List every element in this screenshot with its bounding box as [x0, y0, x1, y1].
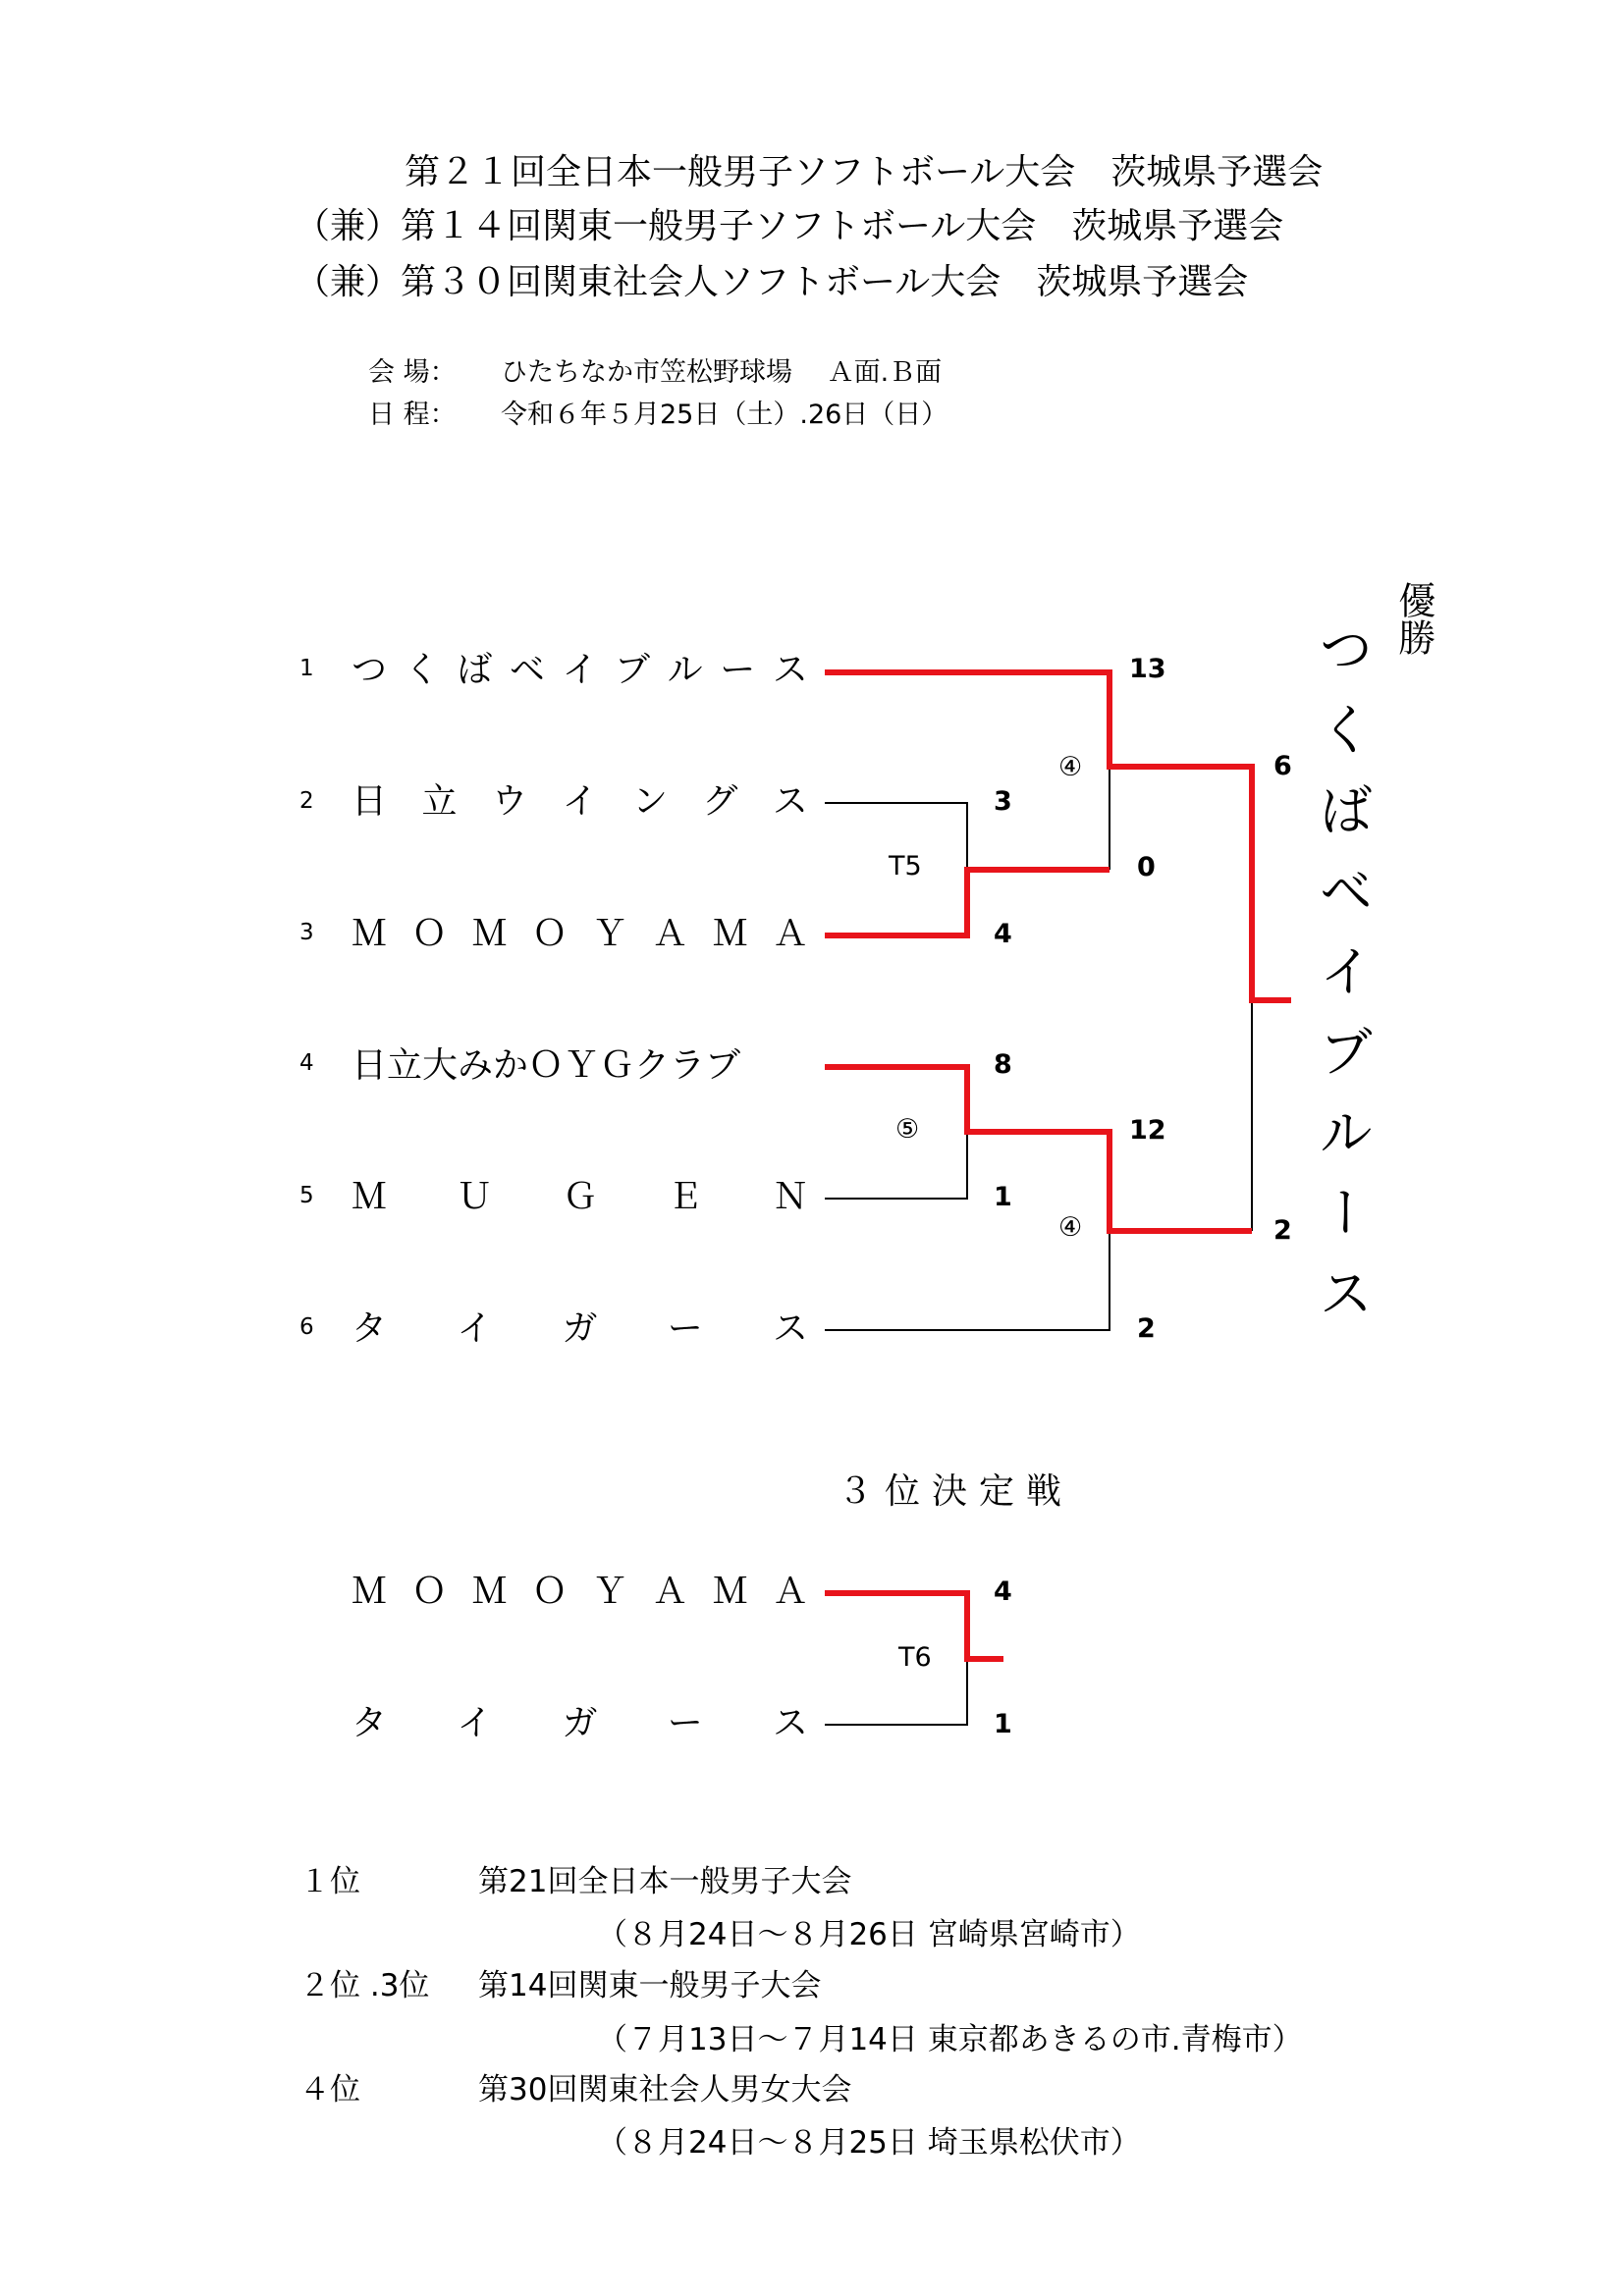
char: Ｏ: [411, 1572, 448, 1612]
char: Ａ: [652, 1572, 688, 1612]
score-final-top: 6: [1273, 751, 1292, 781]
venue-label: 会 場：: [368, 357, 457, 388]
team-name-4: [352, 1045, 808, 1086]
char: ガ: [562, 1703, 598, 1743]
char: ー: [667, 1703, 703, 1743]
line-team3-win: [825, 870, 1110, 935]
title-line-3: （兼）第３０回関東社会人ソフトボール大会 茨城県予選会: [295, 262, 1249, 302]
char: Ｎ: [772, 1177, 808, 1217]
team-name-1: [352, 650, 808, 690]
title-line-1: 第２１回全日本一般男子ソフトボール大会 茨城県予選会: [405, 152, 1324, 192]
result-rank-2: ２位 .3位: [299, 1968, 430, 2003]
score-sf1-w23: 0: [1137, 852, 1156, 882]
team-name-2: [352, 781, 808, 822]
result-rank-1: １位: [299, 1864, 360, 1899]
char: Ａ: [772, 914, 808, 954]
char: Ａ: [652, 914, 688, 954]
char: Ｍ: [712, 914, 748, 954]
char: グ: [702, 781, 738, 822]
result-event-2: 第14回関東一般男子大会: [478, 1968, 822, 2003]
score-sf2-team6: 2: [1137, 1313, 1156, 1344]
char: Ｕ: [457, 1177, 493, 1217]
char: Ｏ: [411, 914, 448, 954]
char: Ｍ: [712, 1572, 748, 1612]
match-label-t6: T6: [898, 1642, 932, 1673]
title-line-2: （兼）第１４回関東一般男子ソフトボール大会 茨城県予選会: [295, 206, 1284, 246]
third-place-title: ３位決定戦: [838, 1471, 1074, 1512]
line-team4-win: [825, 1067, 1252, 1231]
char: Ｅ: [667, 1177, 703, 1217]
seed-6: 6: [299, 1314, 314, 1340]
char: く: [404, 650, 440, 690]
char: ス: [772, 1308, 808, 1349]
char: ベ: [509, 650, 545, 690]
match-label-t5: T5: [889, 851, 922, 881]
char: つ: [352, 650, 388, 690]
team-name-6: [352, 1308, 808, 1349]
seed-4: 4: [299, 1050, 314, 1076]
match-label-5: ⑤: [895, 1114, 920, 1145]
match-label-4-bottom: ④: [1058, 1212, 1083, 1243]
match-label-4-top: ④: [1058, 752, 1083, 782]
char: ス: [772, 1703, 808, 1743]
char: Ｍ: [352, 1572, 388, 1612]
bracket-black-lines: [825, 767, 1252, 1725]
score-r1-team5: 1: [994, 1182, 1012, 1212]
char: イ: [457, 1703, 493, 1743]
winner-name: つくばベイブルース: [1310, 620, 1374, 1345]
char: Ｍ: [352, 1177, 388, 1217]
third-team-name-2: [352, 1703, 808, 1743]
line-third-team2: [825, 1659, 967, 1725]
char: Ｏ: [531, 914, 568, 954]
char: Ｙ: [592, 914, 628, 954]
char: Ｇ: [562, 1177, 598, 1217]
char: ー: [667, 1308, 703, 1349]
result-detail-1: （８月24日～８月26日 宮崎県宮崎市）: [597, 1917, 1141, 1952]
char: ガ: [562, 1308, 598, 1349]
team-name-3: [352, 914, 808, 954]
char: Ｍ: [471, 1572, 508, 1612]
team-name-5: [352, 1177, 808, 1217]
char: ン: [631, 781, 668, 822]
score-sf1-team1: 13: [1129, 654, 1166, 684]
char: イ: [457, 1308, 493, 1349]
result-event-1: 第21回全日本一般男子大会: [478, 1864, 852, 1899]
char: Ｍ: [471, 914, 508, 954]
char: タ: [352, 1703, 388, 1743]
seed-5: 5: [299, 1183, 314, 1208]
seed-3: 3: [299, 920, 314, 945]
char: イ: [562, 781, 598, 822]
third-score-1: 4: [994, 1576, 1012, 1607]
line-team1-win: [825, 672, 1291, 1000]
char: Ｙ: [592, 1572, 628, 1612]
third-team-name-1: [352, 1572, 808, 1612]
score-final-bottom: 2: [1273, 1215, 1292, 1246]
char: ブ: [615, 650, 651, 690]
result-event-3: 第30回関東社会人男女大会: [478, 2072, 852, 2108]
char: Ｍ: [352, 914, 388, 954]
date-label: 日 程：: [368, 400, 457, 430]
score-r1-team4: 8: [994, 1049, 1012, 1080]
winner-label: 優勝: [1391, 581, 1435, 656]
third-score-2: 1: [994, 1709, 1012, 1739]
seed-2: 2: [299, 788, 314, 814]
line-team6: [825, 1231, 1110, 1330]
char: ば: [457, 650, 493, 690]
venue-text: ひたちなか市笠松野球場 Ａ面.Ｂ面: [501, 357, 943, 388]
char: ウ: [491, 781, 527, 822]
char: Ａ: [772, 1572, 808, 1612]
char: イ: [562, 650, 598, 690]
score-r1-team2: 3: [994, 786, 1012, 817]
seed-1: 1: [299, 656, 314, 681]
char: 日: [352, 781, 388, 822]
char: Ｏ: [531, 1572, 568, 1612]
char: ー: [720, 650, 756, 690]
date-text: 令和６年５月25日（土）.26日（日）: [501, 400, 948, 430]
score-sf2-w45: 12: [1129, 1115, 1166, 1146]
char: タ: [352, 1308, 388, 1349]
score-r1-team3: 4: [994, 919, 1012, 949]
char: 立: [421, 781, 458, 822]
result-detail-2: （７月13日～７月14日 東京都あきるの市.青梅市）: [597, 2022, 1303, 2057]
char: 日立大みかＯＹＧクラブ: [352, 1045, 741, 1086]
char: ス: [772, 781, 808, 822]
char: ス: [772, 650, 808, 690]
char: ル: [667, 650, 703, 690]
result-detail-3: （８月24日～８月25日 埼玉県松伏市）: [597, 2125, 1141, 2161]
result-rank-3: ４位: [299, 2072, 360, 2108]
